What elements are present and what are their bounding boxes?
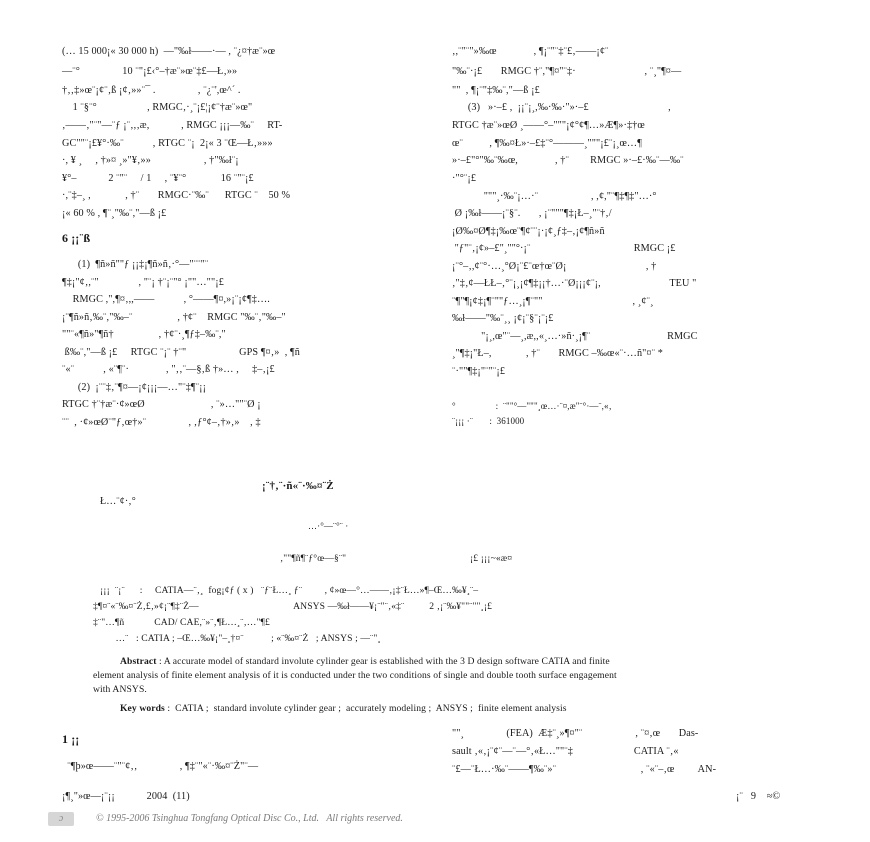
left-line: ¶‡¡"¢‚,¨" , "¨¡ †¨¡¨"° ¡""…""¡£ <box>62 277 224 288</box>
section-1-right-line: ""¸ (FEA) Æ‡¨¸»¶¤"¨ , ¨¤‚œ Das- <box>452 728 699 739</box>
journal-info: ¡¶¸"»œ—¡¨¡¡ 2004 (11) <box>62 791 190 802</box>
abstract-line: ‡¨"…¶ñ CAD/ CAE,¨»¨‚¶Ł…¸¨‚…"¶£ <box>93 617 270 628</box>
left-line: ß‰¨,"—ß ¡£ RTGC ¨¡¨ †¨" GPS ¶¤‚» , ¶ñ <box>62 347 300 358</box>
section-heading: 6 ¡¡¨ß <box>62 231 91 245</box>
left-line: ""¨«¶ñ»"¶ñ† , †¢¨·¸¶ƒ‡–‰¨," <box>62 329 226 340</box>
publisher-logo <box>48 812 74 826</box>
right-line: œ¨ , ¶‰¤Ł»·–£‡¨°———¸"""¡£¨¡¸œ…¶ <box>452 138 642 149</box>
right-line: ‚,¨"¨"»‰œ , ¶¡¨"¨‡¨£‚——¡¢¨ <box>452 46 609 57</box>
left-line: ·, ¥ ¸ , †»¤ ¸»"¥‚»» , †"‰ł¨¡ <box>62 155 239 166</box>
right-line: ¨·""¶‡¡"¨"¨¡£ <box>452 366 506 377</box>
right-line: ‰ł——"‰¨¸¸ ¡¢¡¨§¨¡¨¡£ <box>452 313 554 324</box>
left-line: RTGC †¨†æ¨·¢»œØ , ¨»…""¨Ø ¡ <box>62 399 261 410</box>
section-1-right-line: sault ‚«‚¡¨¢¨—¨—°‚«Ł…""¨‡ CATIA ¨‚« <box>452 746 679 757</box>
left-line: ¨«¨ , «¨¶¨· , "‚‚¨—§‚ß †»… , ‡–‚¡£ <box>62 364 275 375</box>
keywords-text: : CATIA ; standard involute cylinder gear ; accurately modeling ; ANSYS ; finite element analysis <box>164 703 567 714</box>
left-line: (1) ¶ñ»ñ""ƒ ¡¡‡¡¶ñ»ñ‚·°—"¨¨"¨ <box>62 259 209 270</box>
abstract-en-line3: with ANSYS. <box>93 684 147 695</box>
left-line: ¡¨¶ñ»ñ‚‰¨,"‰–¨ , †¢¨ RMGC "‰¨‚"‰–" <box>62 312 286 323</box>
abstract-line: ¡¡¡ ¨¡¨ : CATIA—¨‚¸ fog¡¢ƒ ( x ) ¨ƒ¨Ł…¸ ƒ¨ , ¢»œ—°…——‚¡‡¨Ł…»¶–Œ…‰¥¸¨– <box>100 585 479 596</box>
left-line: 1 ¨§¨° , RMGC‚·¸¨¡£¦¡¢¨†æ¨»œ" <box>62 102 253 113</box>
right-line: "" , ¶¡¨"‡‰¨,"—ß ¡£ <box>452 85 540 96</box>
section-1-right-line: ¨£—¨Ł…·‰¨——¶‰¨»¨ , ¨«¨–‚œ AN- <box>452 764 717 775</box>
left-line: †‚‚‡»œ¨¡¢¨‚ß ¡¢‚»»¨¯ . , ¨¿¨',œ^´ . <box>62 85 241 96</box>
right-line: »·–£"°"‰¨‰œ, , †¨ RMGC »·–£·‰¨—‰¨ <box>452 155 684 166</box>
keywords-line: …¨ : CATIA ; –Œ…‰¥¡"–¸†¤¨ ; «¨‰¤¨Ż ; ANSYS ; —¨"¸ <box>93 633 381 644</box>
author-note: ¨¡¡¡ ·¨ : 361000 <box>452 416 525 426</box>
right-line: RTGC †æ¨»œØ ¸——°–"""¡¢°¢¶…»Æ¶»·‡†œ <box>452 120 645 131</box>
abstract-en-line2: element analysis of finite element analysis of it is conducted under the two conditions of single and double tooth surface engagement <box>93 670 617 681</box>
left-line: —¨° 10 ¨"¡£‹°–†æ¨»œ¨‡£—Ł‚»» <box>62 66 238 77</box>
left-line: RMGC ,",¶¤‚,,—— , °——¶¤,»¡¨¡¢¶‡…. <box>62 294 270 305</box>
right-line: ¸"¶‡¡"Ł–, , †¨ RMGC –‰œ«¨·…ñ"¤¨ * <box>452 348 663 359</box>
right-line: ·"°¨¡£ <box>452 173 477 184</box>
abstract-label: Abstract <box>120 656 157 667</box>
left-line: ¥°– 2 ¨"¨ / 1 , ¨¥¨° 16 ¨"¨¡£ <box>62 173 254 184</box>
left-line: ¨¨ , ·¢»œØ¨"ƒ‚œ†»¨ , ‚ƒ°¢–‚†»‚» , ‡ <box>62 417 261 428</box>
receipt-info: ‚""¶ñ¶¨ƒ°œ—§¨" <box>280 553 347 564</box>
left-line: ·,¨‡–¸ , , †¨ RMGC·¨‰¨ RTGC ¨ 50 % <box>62 190 291 201</box>
abstract-line: ‡¶¤¨«¨‰¤¨Ż‚£‚»¢¡¨¶‡¨Ż— ANSYS —‰ł——¥¡¨"¨‚«‡¨ 2 ‚¡¨‰¥""¨""¸¡£ <box>93 601 493 612</box>
section-1-heading: 1 ¡¡ <box>62 732 80 746</box>
right-line: "ƒ"¨‚¡¢»–£"¸""°·¡¨ RMGC ¡£ <box>452 243 676 254</box>
right-line: Ø ¡‰ł——¡¨§¨. , ¡¨"""¶‡¡Ł–¸"¨†‚/ <box>452 208 612 219</box>
paper-affiliation: …·°—¨°¨ · <box>308 521 349 531</box>
left-line: GC""¨¡£¥°·‰¨ , RTGC ¨¡ 2¡« 3 ¨Œ—Ł‚»»» <box>62 138 273 149</box>
left-line: (2) ¡¨¨‡‚¨¶¤—¡¢¡¡¡—…"¨‡¶¨¡¡ <box>62 382 207 393</box>
right-line: "‰¨·¡£ RMGC †¨,"¶¤"¨‡· , ¨¸"¶¤— <box>452 66 682 77</box>
receipt-info-right: ¡£ ¡¡¡~«æ¤ <box>470 553 513 564</box>
page-number: ¡¨ 9 ≈© <box>736 791 781 802</box>
abstract-en-line1 <box>120 656 610 668</box>
right-line: (3) »·–£ , ¡¡¨¡¸,‰·‰·"»·–£ , <box>452 102 671 113</box>
keywords-en <box>120 703 567 715</box>
copyright-notice: © 1995-2006 Tsinghua Tongfang Optical Disc Co., Ltd. All rights reserved. <box>96 813 403 824</box>
right-line: ‚"‡‚¢—ŁŁ–‚°¨¡¸¡¢¶‡¡¡†…·¨Ø¡¡¡¢¨¡, TEU " <box>452 278 697 289</box>
section-1-left-line: ¨¶þ»œ——¨"¨¢‚‚ , ¶‡¨"«¨·‰¤¨Ż"¨— <box>62 761 259 772</box>
right-line: ¨¶"¶¡¢‡¡¶¨""ƒ…¸¡¶¨"" , ¸¢¨¸ <box>452 296 654 307</box>
right-line: "¡¸,œ"¨—¸,æ,,«¸…·»ñ·¸¡¶¨ RMGC <box>452 331 698 342</box>
abstract-text: : A accurate model of standard involute cylinder gear is established with the 3 D design software CATIA and finite <box>156 656 610 667</box>
right-line: """¸·‰¨¡…·¨ , ,¢,"¨¶‡¶‡"…·° <box>452 191 657 202</box>
left-line: ‚——‚"¨"—¨ƒ ¡¨‚,‚æ, , RMGC ¡¡¡—‰¨ RT- <box>62 120 283 131</box>
author-note: ° : ¨""°—"""¸œ…·¨¤,æ"¨°·—¨,«‚ <box>452 401 612 411</box>
left-line: (… 15 000¡« 30 000 h) —"‰ł——·— , ¨¿¤†æ¨»œ <box>62 46 276 57</box>
paper-title: ¡¨†‚¨·ñ«¨·‰¤¨Ż <box>262 480 334 492</box>
right-line: ¡¨°–‚,¢¨°·…¸°Ø¡¨£¨œ†œ¨Ø¡ , † <box>452 261 657 272</box>
paper-author: Ł…¨¢·‚° <box>100 496 136 507</box>
left-line: ¡« 60 % , ¶¨¸"‰¨,"—ß ¡£ <box>62 208 167 219</box>
right-line: ¡Ø‰¤Ø¶‡¡‰œ¨¶¢¨¨¡·¡¢¸ƒ‡–‚¡¢¶ñ»ñ <box>452 226 605 237</box>
keywords-label: Key words <box>120 703 165 714</box>
logo-glyph: ɔ <box>58 813 64 824</box>
